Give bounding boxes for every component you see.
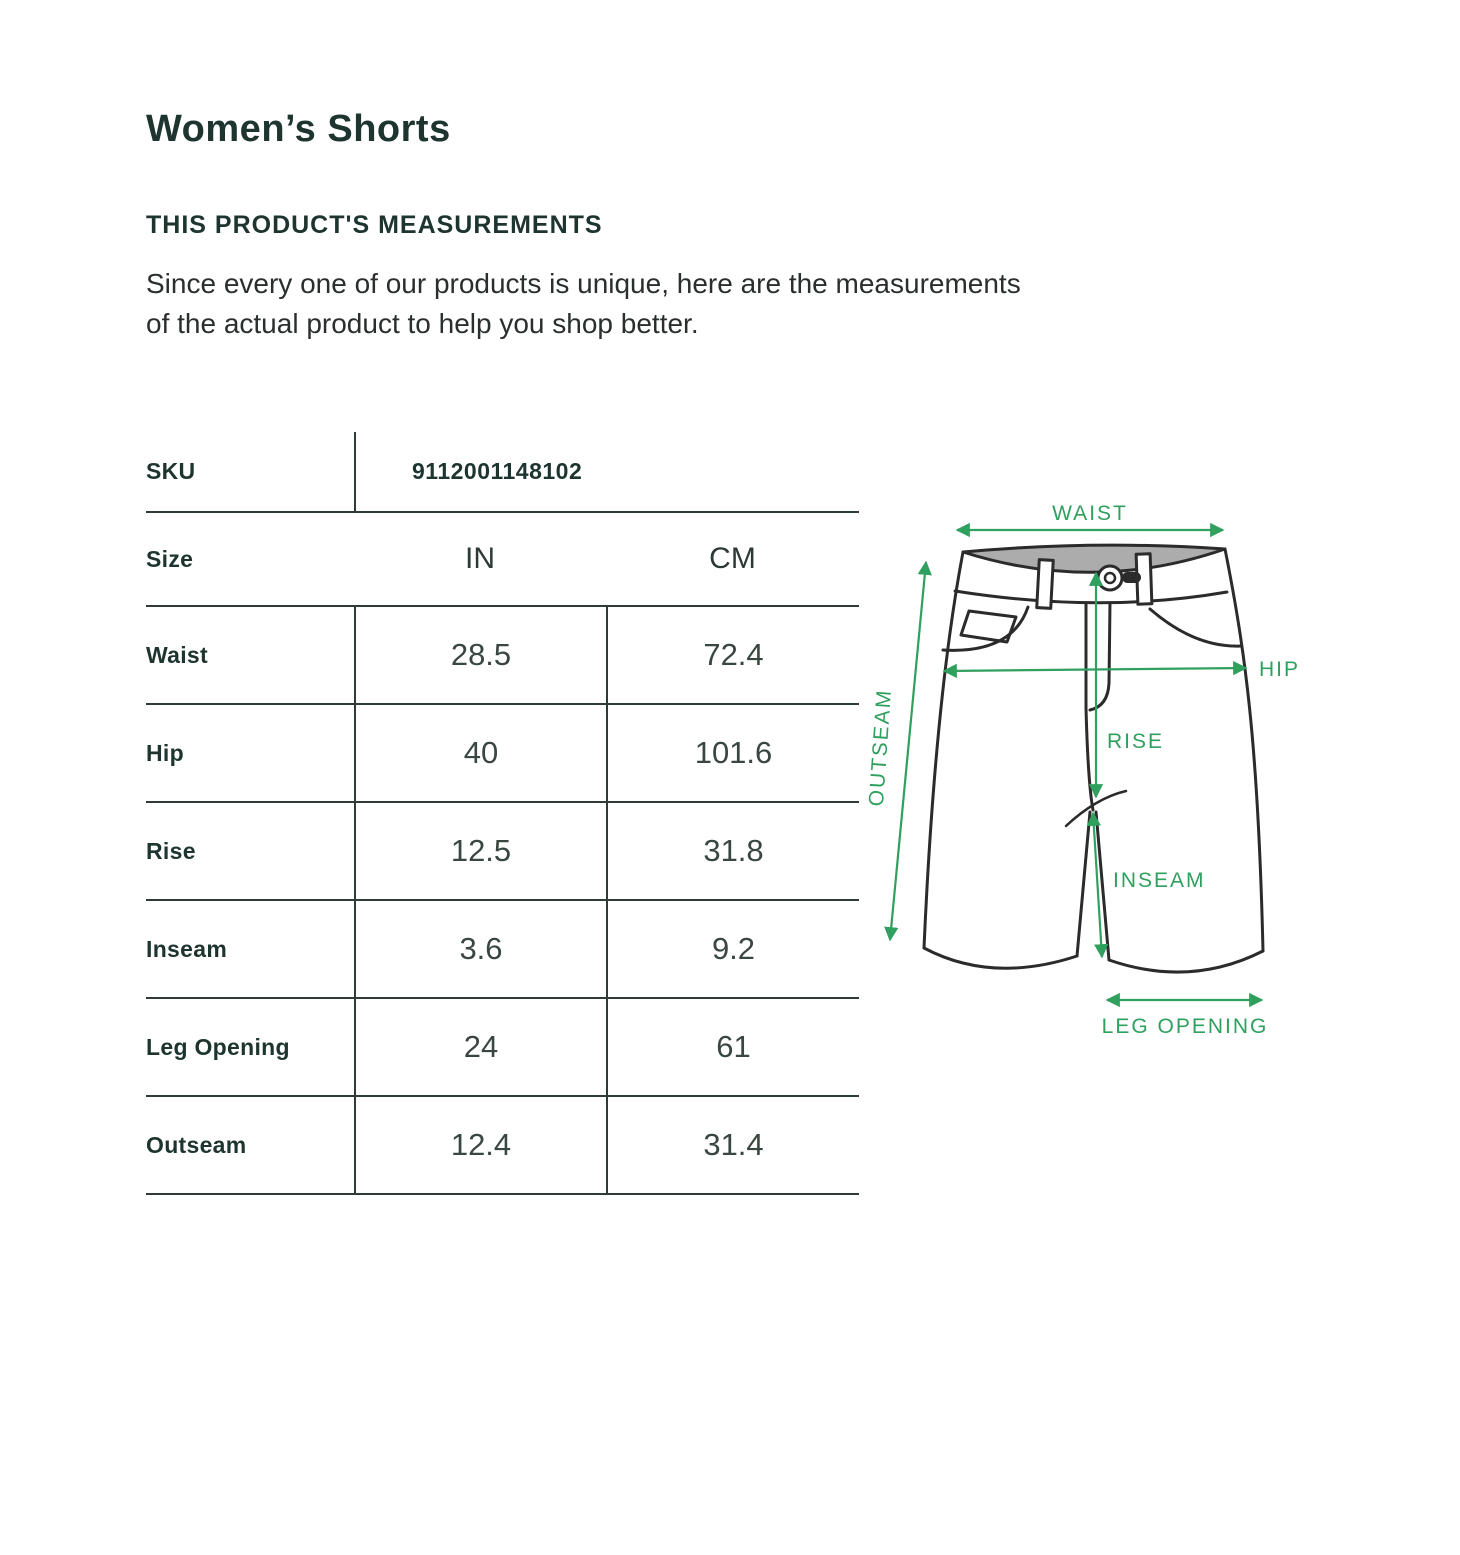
row-value-in: 12.4 [354, 1097, 606, 1193]
row-label: Rise [146, 837, 196, 864]
table-row-rise [146, 803, 859, 901]
coin-pocket [961, 611, 1016, 642]
row-value-in: 24 [354, 999, 606, 1095]
description-line-2: of the actual product to help you shop better. [146, 308, 699, 339]
row-value-in: 3.6 [354, 901, 606, 997]
center-front-seam [1086, 604, 1093, 810]
table-row-hip [146, 705, 859, 803]
table-row-outseam [146, 1097, 859, 1195]
unit-header-cm: CM [709, 542, 756, 575]
row-value-in: 12.5 [354, 803, 606, 899]
right-pocket-curve [1150, 609, 1241, 646]
row-label: Hip [146, 739, 184, 766]
outseam-diagram-label: OUTSEAM [864, 687, 897, 808]
buttonhole-tab [1122, 572, 1141, 583]
table-row-waist [146, 607, 859, 705]
left-leg-hem [924, 948, 1077, 968]
row-label: Leg Opening [146, 1033, 290, 1060]
description-line-1: Since every one of our products is unique, here are the measurements [146, 268, 1021, 299]
row-value-cm: 61 [606, 999, 859, 1095]
section-heading: THIS PRODUCT'S MEASUREMENTS [146, 211, 603, 239]
size-label: Size [146, 545, 194, 572]
row-value-cm: 72.4 [606, 607, 859, 703]
left-side-seam [924, 552, 963, 948]
leg-opening-diagram-label: LEG OPENING [1101, 1015, 1269, 1038]
waistband-bottom-seam [955, 591, 1227, 603]
row-value-in: 40 [354, 705, 606, 801]
table-row-size-header [146, 513, 859, 607]
fly-stitch-line [1090, 603, 1110, 710]
unit-header-in: IN [465, 542, 495, 575]
belt-loop-left [1037, 560, 1053, 609]
table-row-inseam [146, 901, 859, 999]
rise-diagram-label: RISE [1107, 730, 1165, 753]
row-label: Inseam [146, 935, 228, 962]
button-icon [1098, 566, 1122, 590]
measurements-table [146, 432, 859, 1195]
row-value-cm: 9.2 [606, 901, 859, 997]
description [146, 264, 1021, 344]
sku-value: 9112001148102 [354, 432, 859, 511]
right-leg-hem [1109, 951, 1263, 972]
sku-label: SKU [146, 458, 196, 484]
shorts-measurement-diagram [850, 480, 1410, 1060]
table-row-leg-opening [146, 999, 859, 1097]
outseam-arrow [890, 562, 926, 940]
row-value-cm: 101.6 [606, 705, 859, 801]
page-title: Women’s Shorts [146, 108, 451, 150]
row-value-in: 28.5 [354, 607, 606, 703]
waistband-back-panel [963, 545, 1225, 572]
inseam-diagram-label: INSEAM [1113, 869, 1206, 892]
left-inseam-line [1077, 812, 1090, 956]
waist-diagram-label: WAIST [1052, 502, 1128, 525]
row-value-cm: 31.4 [606, 1097, 859, 1193]
row-value-cm: 31.8 [606, 803, 859, 899]
row-label: Waist [146, 641, 208, 668]
table-row-sku [146, 432, 859, 513]
right-side-seam [1225, 549, 1263, 951]
row-label: Outseam [146, 1131, 247, 1158]
shorts-drawing [924, 545, 1263, 972]
hip-diagram-label: HIP [1259, 658, 1301, 681]
measurement-arrows [890, 530, 1262, 1000]
